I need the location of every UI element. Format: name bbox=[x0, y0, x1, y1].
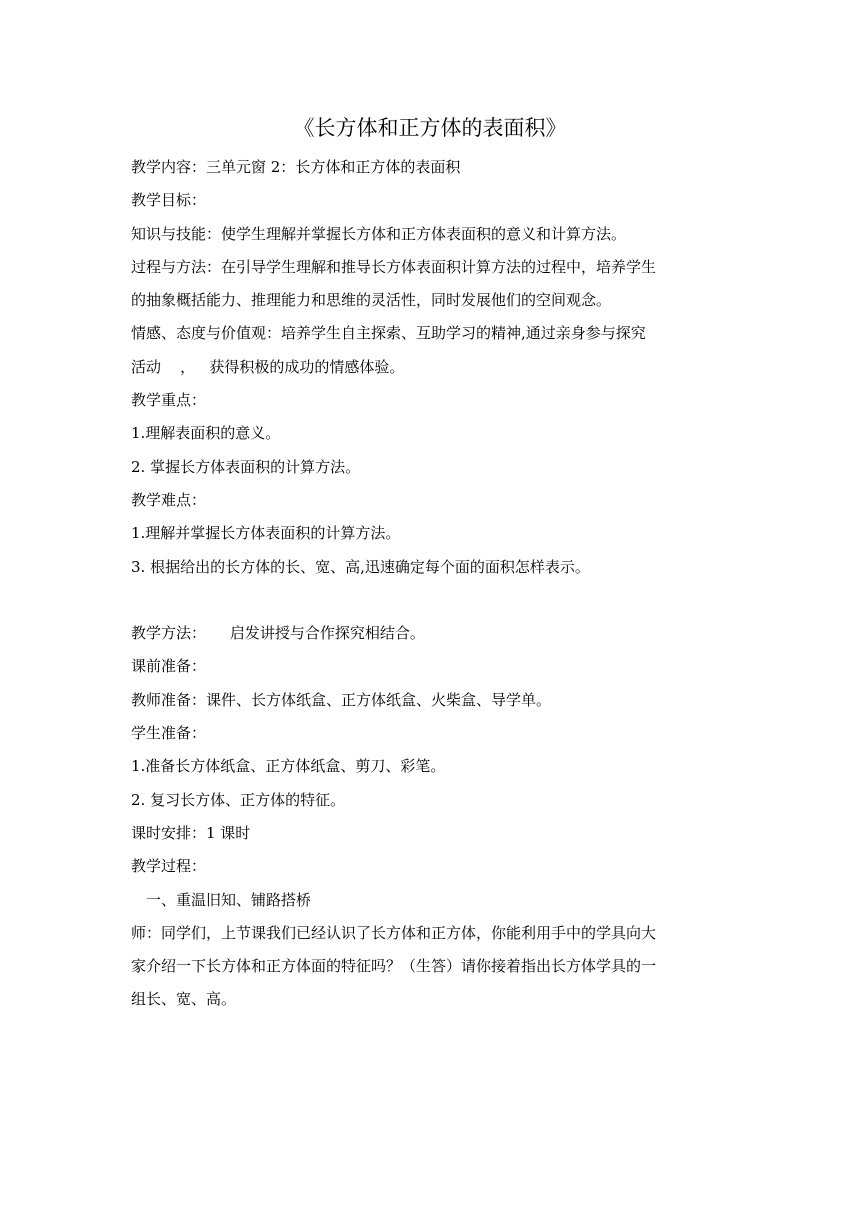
text-line-difficulties-heading: 教学难点： bbox=[131, 490, 207, 509]
text-line-teaching-method: 教学方法： 启发讲授与合作探究相结合。 bbox=[131, 624, 425, 643]
document-title: 《长方体和正方体的表面积》 bbox=[293, 116, 567, 140]
text-line-key-points-heading: 教学重点： bbox=[131, 391, 207, 410]
text-line-teaching-content: 教学内容：三单元窗 2：长方体和正方体的表面积 bbox=[131, 158, 461, 176]
text-line-student-preparation-heading: 学生准备： bbox=[131, 724, 207, 743]
text-line-teacher-speech-2: 家介绍一下长方体和正方体面的特征吗？（生答）请你接着指出长方体学具的一 bbox=[131, 957, 657, 976]
text-line-process-method-2: 的抽象概括能力、推理能力和思维的灵活性，同时发展他们的空间观念。 bbox=[131, 291, 612, 310]
text-line-difficulty-1: 1.理解并掌握长方体表面积的计算方法。 bbox=[131, 524, 401, 543]
text-line-process-method-1: 过程与方法：在引导学生理解和推导长方体表面积计算方法的过程中，培养学生 bbox=[131, 257, 657, 276]
text-line-teacher-speech-3: 组长、宽、高。 bbox=[131, 990, 237, 1009]
text-line-teacher-preparation: 教师准备：课件、长方体纸盒、正方体纸盒、火柴盒、导学单。 bbox=[131, 690, 552, 709]
text-line-student-preparation-1: 1.准备长方体纸盒、正方体纸盒、剪刀、彩笔。 bbox=[131, 757, 446, 776]
text-line-preparation-heading: 课前准备： bbox=[131, 657, 207, 676]
text-line-difficulty-3: 3. 根据给出的长方体的长、宽、高,迅速确定每个面的面积怎样表示。 bbox=[131, 557, 590, 576]
text-line-class-hours: 课时安排：1 课时 bbox=[131, 823, 251, 842]
blank-line bbox=[131, 584, 731, 617]
text-line-key-point-2: 2. 掌握长方体表面积的计算方法。 bbox=[131, 457, 361, 476]
text-line-teaching-process-heading: 教学过程： bbox=[131, 857, 207, 876]
text-line-section-one-heading: 一、重温旧知、铺路搭桥 bbox=[146, 890, 312, 909]
text-line-knowledge-skills: 知识与技能：使学生理解并掌握长方体和正方体表面积的意义和计算方法。 bbox=[131, 224, 627, 243]
text-line-emotion-values-1: 情感、态度与价值观：培养学生自主探索、互助学习的精神,通过亲身参与探究 bbox=[131, 324, 646, 343]
text-line-teacher-speech-1: 师：同学们，上节课我们已经认识了长方体和正方体，你能利用手中的学具向大 bbox=[131, 923, 657, 942]
document-body bbox=[131, 151, 731, 1017]
text-line-emotion-values-2: 活动 ， 获得积极的成功的情感体验。 bbox=[131, 357, 405, 376]
text-line-key-point-1: 1.理解表面积的意义。 bbox=[131, 424, 281, 443]
text-line-student-preparation-2: 2. 复习长方体、正方体的特征。 bbox=[131, 790, 346, 809]
text-line-teaching-goals-heading: 教学目标： bbox=[131, 191, 207, 210]
